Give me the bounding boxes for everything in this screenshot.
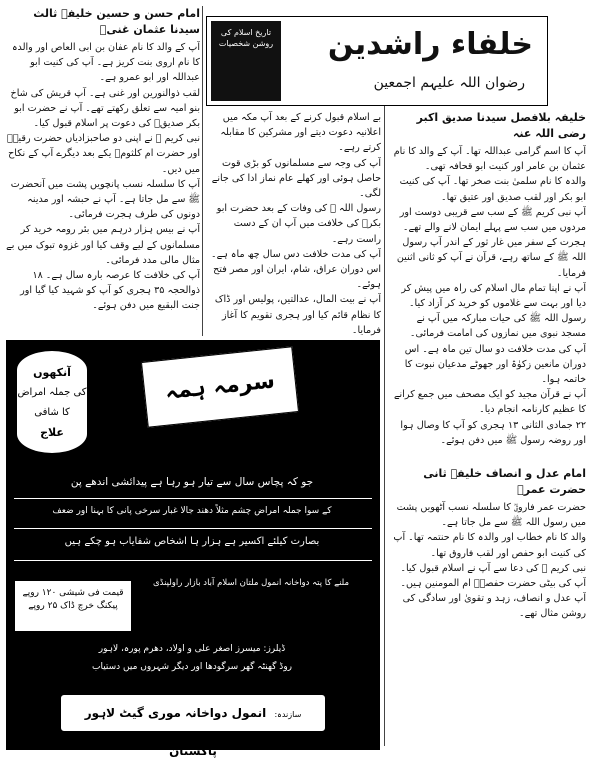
left-column-paragraph: آپ نے بیس ہزار درہم میں بئر رومہ خرید کر مسلمانوں کے لیے وقف کیا اور غزوہ تبوک میں بے مثال مالی مدد فرمائی۔ — [6, 224, 200, 266]
advertisement — [6, 340, 380, 758]
right-column — [390, 110, 586, 750]
ad-badge-line: کی جملہ امراض — [17, 387, 87, 398]
right-column-paragraph: والدہ کا نام سلمیٰ بنت صخر تھا۔ آپ کی کنیت ابو بکر اور لقب صدیق اور عتیق تھا۔ — [399, 176, 586, 203]
right-column-paragraph: آپ نے قرآن مجید کو ایک مصحف میں جمع کرانے کا عظیم کارنامہ انجام دیا۔ — [393, 389, 586, 416]
ad-brand-box — [141, 346, 299, 469]
middle-column-paragraph: آپ نے بیت المال، عدالتیں، پولیس اور ڈاک کا نظام قائم کیا اور ہجری تقویم کا آغاز فرمایا۔ — [214, 294, 381, 336]
right-column-paragraph: آپ کا اسم گرامی عبداللہ تھا۔ آپ کے والد کا نام عثمان بن عامر اور کنیت ابو قحافہ تھی۔ — [393, 146, 586, 173]
middle-column-paragraph: رسول اللہ ﷺ کی وفات کے بعد حضرت ابو بکرؓ کی خلافت میں آپ ان کے دست راست رہے۔ — [216, 203, 381, 245]
banner-ornament: تاریخ اسلام کی روشن شخصیات — [211, 21, 281, 101]
left-column-paragraph: لقب ذوالنورین اور غنی ہے۔ آپ قریش کی شاخ بنو امیہ سے تعلق رکھتے تھے۔ آپ نے حضرت ابو بکر صدیقؓ کی دعوت پر اسلام قبول کیا۔ — [10, 87, 200, 130]
ad-badge-line: آنکھوں — [33, 366, 71, 379]
middle-column-paragraph: بے اسلام قبول کرنے کے بعد آپ مکہ میں اعلانیہ دعوت دیتے اور مشرکین کا مقابلہ کرتے رہے۔ — [220, 112, 381, 154]
left-column-paragraph: آپ کے والد کا نام عفان بن ابی العاص اور والدہ کا نام اروی بنت کریز ہے۔ آپ کی کنیت ابو عبداللہ اور ابو عمرو ہے۔ — [11, 42, 200, 84]
right-column-paragraph: حضرت عمر فاروقؓ کا سلسلہ نسب آٹھویں پشت میں رسول اللہ ﷺ سے مل جاتا ہے۔ — [396, 502, 586, 529]
right-column-heading-2: امام عدل و انصاف خلیفہ ثانی حضرت عمرؓ — [423, 467, 586, 497]
right-column-paragraph: ہجرت کے سفر میں غار ثور کے اندر آپ رسول اللہ ﷺ کے ساتھ رہے، قرآن نے آپ کو ثانی اثنین فرمایا۔ — [396, 237, 586, 279]
masthead-banner — [206, 16, 548, 106]
banner-title: خلفاء راشدین — [327, 27, 533, 62]
left-column-paragraph: نبی کریم ﷺ نے اپنی دو صاحبزادیاں حضرت رقیہؓ اور حضرت ام کلثومؓ یکے بعد دیگرے آپ کے نکاح میں دیں۔ — [6, 133, 200, 175]
right-column-paragraph: نبی کریم ﷺ کی دعا سے آپ نے اسلام قبول کیا۔ آپ کی بیٹی حضرت حفصہؓ ام المومنین ہیں۔ — [400, 562, 586, 590]
column-rule — [202, 6, 203, 336]
column-rule — [384, 106, 385, 746]
banner-subtitle: رضوان اللہ علیہم اجمعین — [373, 75, 525, 91]
ad-side-note: ملنے کا پتہ دواخانہ انمول ملتان اسلام آباد بازار راولپنڈی — [152, 578, 350, 588]
middle-column-paragraph: آپ کی مدت خلافت دس سال چھ ماہ ہے۔ اس دوران عراق، شام، ایران اور مصر فتح ہوئے۔ — [211, 248, 381, 291]
right-column-heading: خلیفہ بلافصل سیدنا صدیق اکبر رضی اللہ عنہ — [416, 111, 586, 140]
left-column-paragraph: آپ کا سلسلہ نسب پانچویں پشت میں آنحضرت ﷺ سے مل جاتا ہے۔ آپ نے حبشہ اور مدینہ دونوں کی طرف ہجرت فرمائی۔ — [10, 178, 200, 221]
ad-maker-label: سازندہ: — [274, 710, 302, 719]
ad-line: جو کہ پچاس سال سے تیار ہو رہا ہے پیدائشی اندھے پن — [70, 476, 314, 488]
right-column-paragraph: آپ نے اپنا تمام مال اسلام کی راہ میں پیش کر دیا اور بہت سے غلاموں کو خرید کر آزاد کیا۔ — [401, 282, 586, 310]
ad-brand: سرمہ ہمہ پہلا ممیرا — [163, 368, 280, 469]
ad-dealers: ڈیلرز: میسرز اصغر علی و اولاد، دھرم پورہ، لاہور — [98, 644, 286, 654]
ad-badge-line: کا شافی — [34, 407, 70, 418]
ad-line: بصارت کیلئے اکسیر ہے ہزار ہا اشخاص شفایاب ہو چکے ہیں — [64, 536, 320, 547]
right-column-paragraph: آپ عدل و انصاف، زہد و تقویٰ اور سادگی کی روشن مثال تھے۔ — [402, 593, 586, 620]
right-column-paragraph: ۲۲ جمادی الثانی ۱۳ ہجری کو آپ کا وصال ہوا اور روضہ رسول ﷺ میں دفن ہوئے۔ — [400, 419, 586, 446]
ad-badge-line: علاج — [40, 426, 64, 439]
left-column-heading: امام حسن و حسین خلیفہ ثالث سیدنا عثمان غنیؓ — [33, 7, 200, 36]
right-column-paragraph: رسول اللہ ﷺ کی حیات مبارکہ میں آپ نے مسجد نبوی میں نمازوں کی امامت فرمائی۔ — [409, 313, 586, 340]
ad-dealers: روڈ گھنٹہ گھر سرگودھا اور دیگر شہروں میں دستیاب — [91, 662, 293, 672]
right-column-paragraph: آپ نبی کریم ﷺ کے سب سے قریبی دوست اور مردوں میں سب سے پہلے ایمان لانے والے تھے۔ — [399, 206, 586, 234]
ad-maker: انمول دواخانہ موری گیٹ لاہور پاکستان — [84, 706, 267, 758]
middle-column — [206, 110, 381, 338]
left-column — [4, 6, 200, 336]
ad-maker-box — [60, 694, 326, 758]
right-column-paragraph: والد کا نام خطاب اور والدہ کا نام حنتمہ تھا۔ آپ کی کنیت ابو حفص اور لقب فاروق تھا۔ — [393, 532, 586, 559]
ad-price-box — [14, 580, 132, 632]
ad-price: قیمت فی شیشی ۱۲۰ روپے پیکنگ خرچ ڈاک ۲۵ روپے — [22, 588, 124, 611]
left-column-paragraph: آپ کی خلافت کا عرصہ بارہ سال ہے۔ ۱۸ ذوالحجہ ۳۵ ہجری کو آپ کو شہید کیا گیا اور جنت البقیع میں دفن ہوئے۔ — [20, 270, 200, 312]
middle-column-paragraph: آپ کی وجہ سے مسلمانوں کو بڑی قوت حاصل ہوئی اور کھلے عام نماز ادا کی جانے لگی۔ — [211, 157, 381, 200]
right-column-paragraph: آپ کی مدت خلافت دو سال تین ماہ ہے۔ اس دوران مانعین زکوٰۃ اور جھوٹے مدعیان نبوت کا خاتمہ ہوا۔ — [404, 343, 586, 386]
ad-badge — [16, 350, 88, 454]
ad-line: کے سوا جملہ امراض چشم مثلاً دھند جالا غبار سرخی پانی کا بہنا اور ضعف — [52, 506, 332, 516]
